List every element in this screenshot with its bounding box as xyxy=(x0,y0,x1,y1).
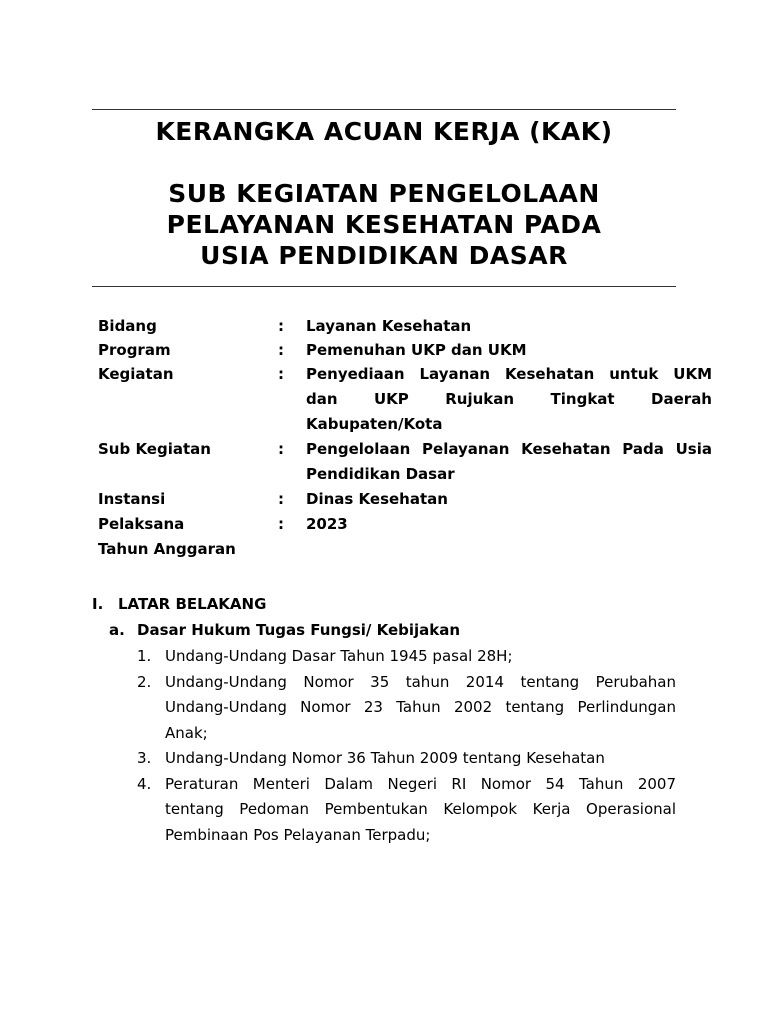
bottom-rule xyxy=(92,286,676,287)
info-value xyxy=(306,338,712,362)
list-item-line: Pembinaan Pos Pelayanan Terpadu; xyxy=(165,825,431,844)
list-item xyxy=(137,670,676,747)
list-item-number: 2. xyxy=(137,672,152,691)
info-value-line: Layanan Kesehatan xyxy=(306,317,472,335)
info-row-bidang xyxy=(98,314,714,338)
list-item-text xyxy=(165,670,676,747)
title-line-1: KERANGKA ACUAN KERJA (KAK) xyxy=(155,117,613,146)
info-value-line: dan UKP Rujukan Tingkat Daerah xyxy=(306,390,712,408)
info-row-tahun-anggaran xyxy=(98,537,714,561)
list-item-line: Peraturan Menteri Dalam Negeri RI Nomor 54 Tahun 2007 xyxy=(165,774,676,793)
info-colon: : xyxy=(278,365,284,383)
info-value-line: Pendidikan Dasar xyxy=(306,465,455,483)
list-item-number: 3. xyxy=(137,749,152,767)
info-value-line: Penyediaan Layanan Kesehatan untuk UKM xyxy=(306,365,712,383)
section-number: I. xyxy=(92,595,104,613)
info-label: Tahun Anggaran xyxy=(98,540,236,558)
subsection-number: a. xyxy=(109,621,125,639)
info-colon: : xyxy=(278,490,284,508)
list-item-line: Undang-Undang Nomor 23 Tahun 2002 tentang Perlindungan xyxy=(165,698,676,716)
info-row-kegiatan xyxy=(98,362,714,437)
info-row-sub-kegiatan xyxy=(98,437,714,487)
info-value-line: Dinas Kesehatan xyxy=(306,490,448,508)
section-title: LATAR BELAKANG xyxy=(118,595,267,613)
info-value xyxy=(306,487,712,512)
info-label: Pelaksana xyxy=(98,515,185,533)
list-item-line: Undang-Undang Dasar Tahun 1945 pasal 28H; xyxy=(165,647,513,665)
list-item xyxy=(137,746,676,772)
list-item-line: tentang Pedoman Pembentukan Kelompok Kerja Operasional xyxy=(165,800,676,818)
info-label: Instansi xyxy=(98,490,166,508)
info-value xyxy=(306,437,712,487)
title-line-2: SUB KEGIATAN PENGELOLAAN xyxy=(168,179,600,208)
info-label: Bidang xyxy=(98,317,157,335)
legal-basis-list xyxy=(137,644,676,848)
info-value xyxy=(306,362,712,437)
title-line-3: PELAYANAN KESEHATAN PADA xyxy=(166,210,602,239)
list-item xyxy=(137,644,676,670)
section-heading xyxy=(92,592,676,616)
subsection-title: Dasar Hukum Tugas Fungsi/ Kebijakan xyxy=(137,621,461,639)
list-item-text xyxy=(165,772,676,849)
list-item-text xyxy=(165,746,676,772)
info-colon: : xyxy=(278,440,284,458)
info-label: Sub Kegiatan xyxy=(98,440,211,458)
info-value xyxy=(306,512,712,537)
list-item-line: Undang-Undang Nomor 35 tahun 2014 tentang Perubahan xyxy=(165,672,676,691)
top-rule xyxy=(92,109,676,110)
list-item-text xyxy=(165,644,676,670)
info-row-pelaksana xyxy=(98,512,714,537)
list-item-line: Anak; xyxy=(165,723,208,742)
list-item xyxy=(137,772,676,849)
info-value-line: Pengelolaan Pelayanan Kesehatan Pada Usia xyxy=(306,440,712,458)
info-colon: : xyxy=(278,341,284,359)
section-latar-belakang xyxy=(92,592,676,848)
info-value xyxy=(306,314,712,338)
document-title xyxy=(92,116,676,271)
subtitle xyxy=(92,178,676,271)
list-item-line: Undang-Undang Nomor 36 Tahun 2009 tentang Kesehatan xyxy=(165,749,605,767)
info-value-line: Kabupaten/Kota xyxy=(306,415,443,433)
info-row-instansi xyxy=(98,487,714,512)
info-colon: : xyxy=(278,515,284,533)
info-value-line: Pemenuhan UKP dan UKM xyxy=(306,341,527,359)
list-item-number: 4. xyxy=(137,774,152,793)
title-line-4: USIA PENDIDIKAN DASAR xyxy=(200,241,568,270)
info-value-line: 2023 xyxy=(306,515,348,533)
info-table xyxy=(98,314,714,561)
info-row-program xyxy=(98,338,714,362)
info-label: Program xyxy=(98,341,171,359)
subsection-heading xyxy=(109,618,676,642)
info-label: Kegiatan xyxy=(98,365,174,383)
info-colon: : xyxy=(278,317,284,335)
list-item-number: 1. xyxy=(137,647,152,665)
